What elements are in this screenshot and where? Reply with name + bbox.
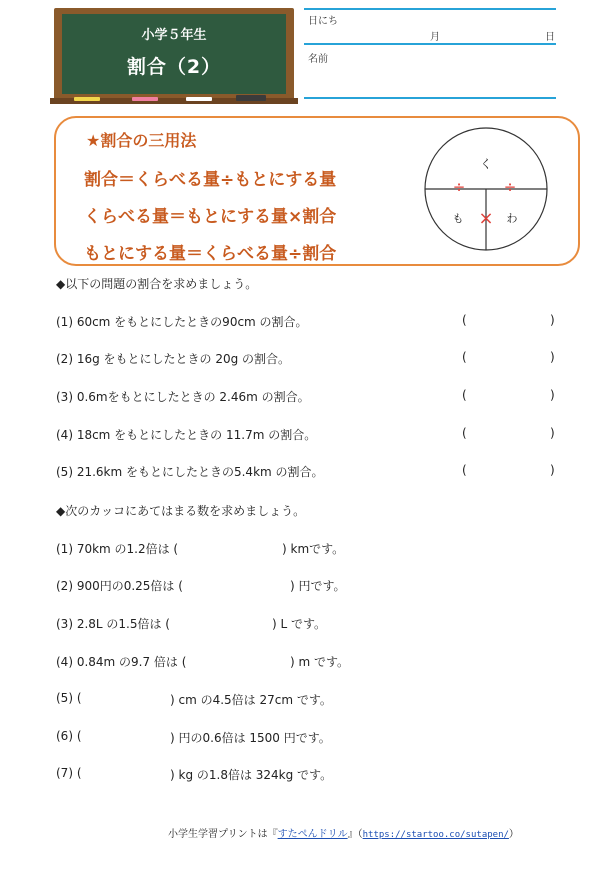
question-2-4-after: ) m です。	[290, 655, 350, 669]
answer-open-paren: (	[462, 313, 467, 327]
footer-middle: 』（	[347, 829, 363, 840]
answer-close-paren: )	[550, 388, 555, 402]
divide-mark-right: ÷	[503, 178, 517, 196]
question-2-1-after: ) kmです。	[282, 542, 345, 556]
answer-open-paren: (	[462, 350, 467, 364]
diagram-right-label: わ	[506, 212, 518, 225]
answer-open-paren: (	[462, 388, 467, 402]
page-title: 割合（2）	[126, 56, 222, 78]
question-1-4: (4) 18cm をもとにしたときの 11.7m の割合。	[56, 428, 317, 442]
answer-open-paren: (	[462, 426, 467, 440]
section2-instruction: ◆次のカッコにあてはまる数を求めましょう。	[56, 504, 306, 518]
answer-close-paren: )	[550, 426, 555, 440]
divide-mark-left: ÷	[452, 178, 466, 196]
question-2-2-after: ) 円です。	[290, 579, 346, 593]
ratio-circle-diagram	[422, 126, 552, 256]
section1-instruction: ◆以下の問題の割合を求めましょう。	[56, 277, 258, 291]
question-2-7-before: (7) (	[56, 766, 82, 780]
formula-heading: ★割合の三用法	[86, 131, 197, 150]
answer-close-paren: )	[550, 313, 555, 327]
month-label: 月	[430, 32, 440, 43]
chalk-white-icon	[186, 97, 212, 101]
formula-line-2: くらべる量＝もとにする量×割合	[84, 207, 337, 227]
name-label: 名前	[308, 54, 328, 65]
chalk-yellow-icon	[74, 97, 100, 101]
question-2-3-before: (3) 2.8L の1.5倍は (	[56, 617, 170, 631]
question-2-7-after: ) kg の1.8倍は 324kg です。	[170, 768, 333, 782]
question-2-5-before: (5) (	[56, 691, 82, 705]
question-2-4-before: (4) 0.84m の9.7 倍は (	[56, 655, 187, 669]
chalk-pink-icon	[132, 97, 158, 101]
question-2-6-after: ) 円の0.6倍は 1500 円です。	[170, 731, 331, 745]
question-1-5: (5) 21.6km をもとにしたときの5.4km の割合。	[56, 465, 324, 479]
date-label: 日にち	[308, 16, 338, 27]
question-2-3-after: ) L です。	[272, 617, 327, 631]
footer-site-link[interactable]: すたぺんドリル	[277, 829, 348, 840]
diagram-top-label: く	[479, 157, 493, 171]
footer-url-link[interactable]: https://startoo.co/sutapen/	[362, 830, 509, 840]
footer-suffix: ）	[508, 829, 519, 840]
top-rule	[304, 8, 556, 10]
eraser-icon	[236, 95, 266, 101]
answer-close-paren: )	[550, 463, 555, 477]
footer-prefix: 小学生学習プリントは『	[168, 829, 278, 840]
footer-credit	[168, 825, 519, 840]
name-rule	[304, 97, 556, 99]
date-rule	[304, 43, 556, 45]
formula-line-3: もとにする量＝くらべる量÷割合	[84, 244, 337, 264]
question-1-1: (1) 60cm をもとにしたときの90cm の割合。	[56, 315, 308, 329]
question-1-2: (2) 16g をもとにしたときの 20g の割合。	[56, 352, 291, 366]
multiply-mark: ×	[478, 208, 494, 229]
question-2-2-before: (2) 900円の0.25倍は (	[56, 579, 183, 593]
day-label: 日	[545, 32, 555, 43]
formula-line-1: 割合＝くらべる量÷もとにする量	[84, 170, 337, 190]
answer-open-paren: (	[462, 463, 467, 477]
question-1-3: (3) 0.6mをもとにしたときの 2.46m の割合。	[56, 390, 310, 404]
answer-close-paren: )	[550, 350, 555, 364]
grade-label: 小学５年生	[141, 28, 207, 43]
question-2-6-before: (6) (	[56, 729, 82, 743]
diagram-left-label: も	[452, 212, 464, 225]
question-2-1-before: (1) 70km の1.2倍は (	[56, 542, 179, 556]
question-2-5-after: ) cm の4.5倍は 27cm です。	[170, 693, 332, 707]
